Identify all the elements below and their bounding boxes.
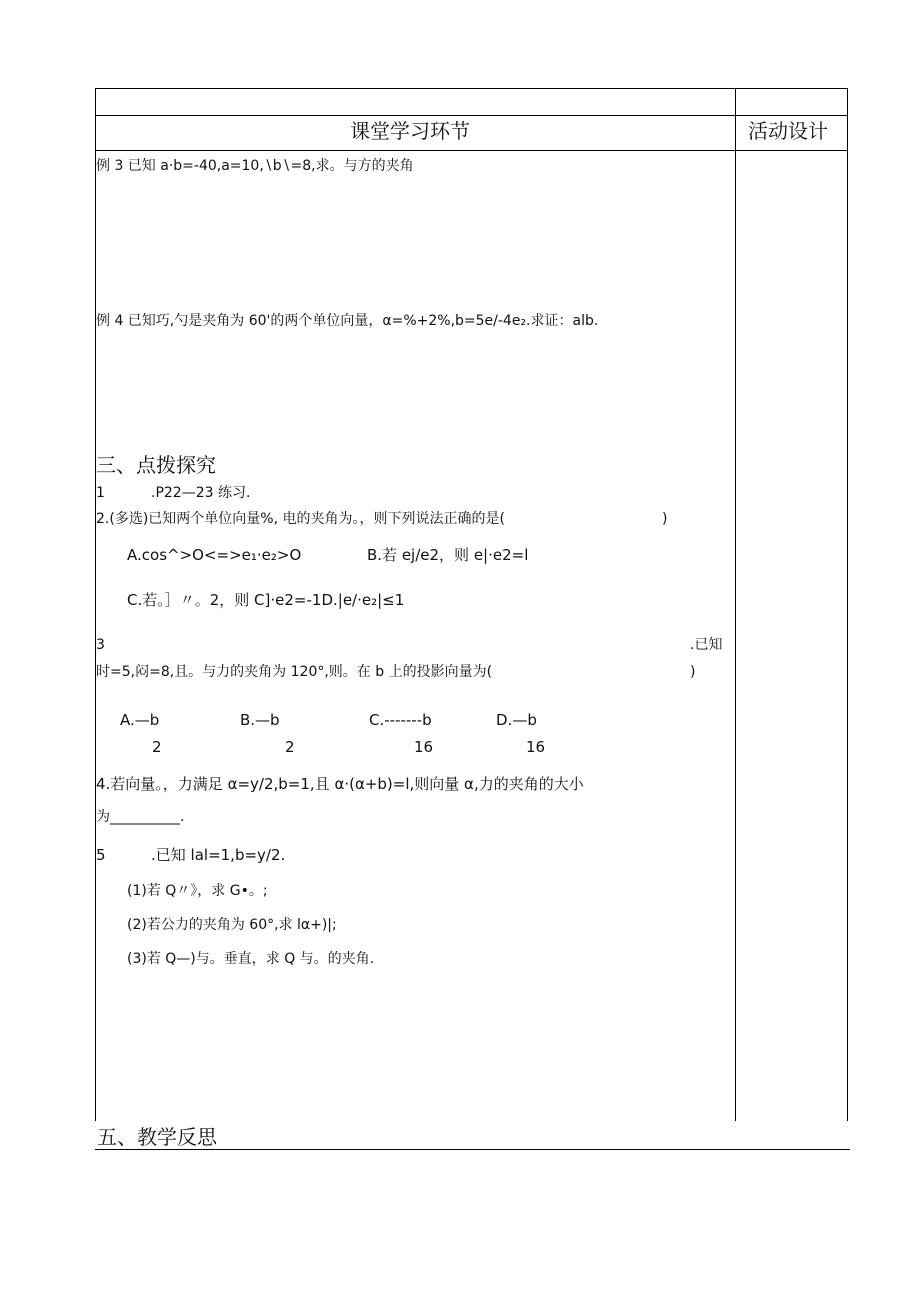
example-4: 例 4 已知巧,勺是夹角为 60'的两个单位向量，α=%+2%,b=5e/-4e₂.求证：alb. [96,313,599,329]
section-3-heading: 三、点拨探究 [96,453,216,477]
question-2-close-paren: ) [662,511,668,527]
question-4-line-2: 为__________. [96,809,185,825]
question-5-part-2: (2)若公力的夹角为 60°,求 lα+)|; [127,917,337,933]
question-2-stem: 2.(多选)已知两个单位向量%, 电的夹角为。，则下列说法正确的是( [96,511,505,527]
section-5-heading: 五、教学反思 [97,1125,217,1149]
section-5-underline [95,1149,850,1150]
column-header-side: 活动设计 [748,119,828,143]
question-4-line-1: 4.若向量。，力满足 α=y/2,b=1,且 α·(α+b)=l,则向量 α,力的夹角的大小 [96,775,584,793]
table-column-divider [735,88,736,1121]
question-2-options-cd: C.若。］〃。2，则 C]·e2=-1D.|e/·e₂|≤1 [127,591,405,609]
question-3-stem: 时=5,闷=8,且。与力的夹角为 120°,则。在 b 上的投影向量为( [96,664,493,680]
question-2-option-a: A.cos^>O<=>e₁·e₂>O [127,546,302,564]
table-left-border [95,88,96,1121]
question-3-option-d: D.—b [496,711,537,729]
question-3-close-paren: ) [690,664,696,680]
table-right-border [847,88,848,1121]
question-5-part-3: (3)若 Q—)与。垂直，求 Q 与。的夹角. [127,951,375,967]
question-3-option-b: B.—b [240,711,280,729]
column-header-main: 课堂学习环节 [350,119,470,143]
question-3-option-d-denominator: 16 [526,738,546,756]
question-1-text: .P22—23 练习. [151,485,251,501]
question-3-option-a: A.—b [120,711,160,729]
question-5-part-1: (1)若 Q〃》，求 G•。; [127,883,268,899]
question-3-option-c: C.-------b [369,711,432,729]
question-3-number: 3 [96,637,105,653]
question-5-stem: .已知 lal=1,b=y/2. [151,846,286,864]
question-3-lead: .已知 [690,637,723,653]
question-3-option-a-denominator: 2 [152,738,162,756]
question-2-option-b: B.若 ej/e2，则 e|·e2=l [367,546,529,564]
example-3: 例 3 已知 a·b=-40,a=10,∖b∖=8,求。与方的夹角 [96,158,414,174]
question-5-number: 5 [96,846,106,864]
question-3-option-c-denominator: 16 [414,738,434,756]
question-3-option-b-denominator: 2 [285,738,295,756]
question-1-number: 1 [96,485,105,501]
